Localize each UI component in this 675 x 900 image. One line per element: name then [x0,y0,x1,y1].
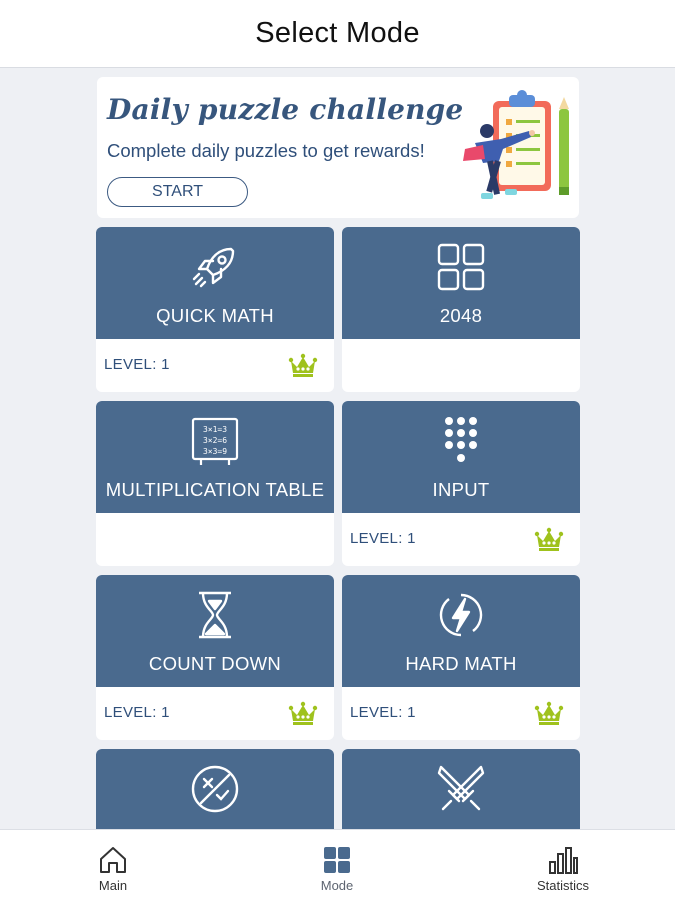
mode-card-header [342,575,580,687]
nav-item-statistics[interactable] [503,830,623,900]
true-false-icon [189,763,241,815]
level-text: LEVEL: 1 [104,704,170,721]
crown-icon [534,701,564,727]
mode-card-footer [96,687,334,740]
svg-text:3×1=3: 3×1=3 [202,425,228,434]
mode-card-header [342,401,580,513]
nav-label: Mode [320,878,354,893]
page-title: Select Mode [255,17,420,49]
mode-card-header [96,401,334,513]
grid-icon [435,241,487,293]
mode-card-2048[interactable] [342,227,580,392]
mode-label: QUICK MATH [156,305,274,326]
crown-icon [534,527,564,553]
multiplication-board-icon [189,415,241,467]
mode-label: HARD MATH [405,653,517,674]
mode-card-count-down[interactable] [96,575,334,740]
start-button[interactable]: START [107,177,248,207]
banner-title: Daily puzzle challenge [107,93,464,126]
mode-card-footer [342,513,580,566]
home-icon [97,844,129,876]
crossed-swords-icon [435,763,487,815]
daily-challenge-banner[interactable] [97,77,579,218]
nav-item-mode[interactable] [277,830,397,900]
clipboard-person-illustration [457,87,579,212]
mode-label: INPUT [432,479,490,500]
mode-label: 2048 [439,305,483,326]
mode-card-input[interactable] [342,401,580,566]
level-text: LEVEL: 1 [350,530,416,547]
crown-icon [288,353,318,379]
level-text: LEVEL: 1 [104,356,170,373]
top-bar [0,0,675,68]
mode-card-footer [96,339,334,392]
svg-text:3×2=6: 3×2=6 [202,436,228,445]
mode-card-footer [96,513,334,566]
mode-card-quick-math[interactable] [96,227,334,392]
grid-icon [321,844,353,876]
mode-card-multiplication-table[interactable] [96,401,334,566]
crown-icon [288,701,318,727]
nav-label: Statistics [536,878,589,893]
lightning-icon [435,589,487,641]
mode-card-header [96,227,334,339]
nav-item-main[interactable] [53,830,173,900]
mode-card-header [96,575,334,687]
svg-text:3×3=9: 3×3=9 [202,447,228,456]
mode-label: COUNT DOWN [148,653,282,674]
banner-subtitle: Complete daily puzzles to get rewards! [107,140,425,161]
mode-label: MULTIPLICATION TABLE [105,479,325,500]
mode-card-header [342,227,580,339]
bottom-navigation [0,829,675,900]
mode-card-hard-math[interactable] [342,575,580,740]
bar-chart-icon [547,844,579,876]
nav-label: Main [98,878,128,893]
level-text: LEVEL: 1 [350,704,416,721]
keypad-icon [435,415,487,467]
mode-card-footer [342,339,580,392]
rocket-icon [189,241,241,293]
hourglass-icon [189,589,241,641]
mode-card-footer [342,687,580,740]
